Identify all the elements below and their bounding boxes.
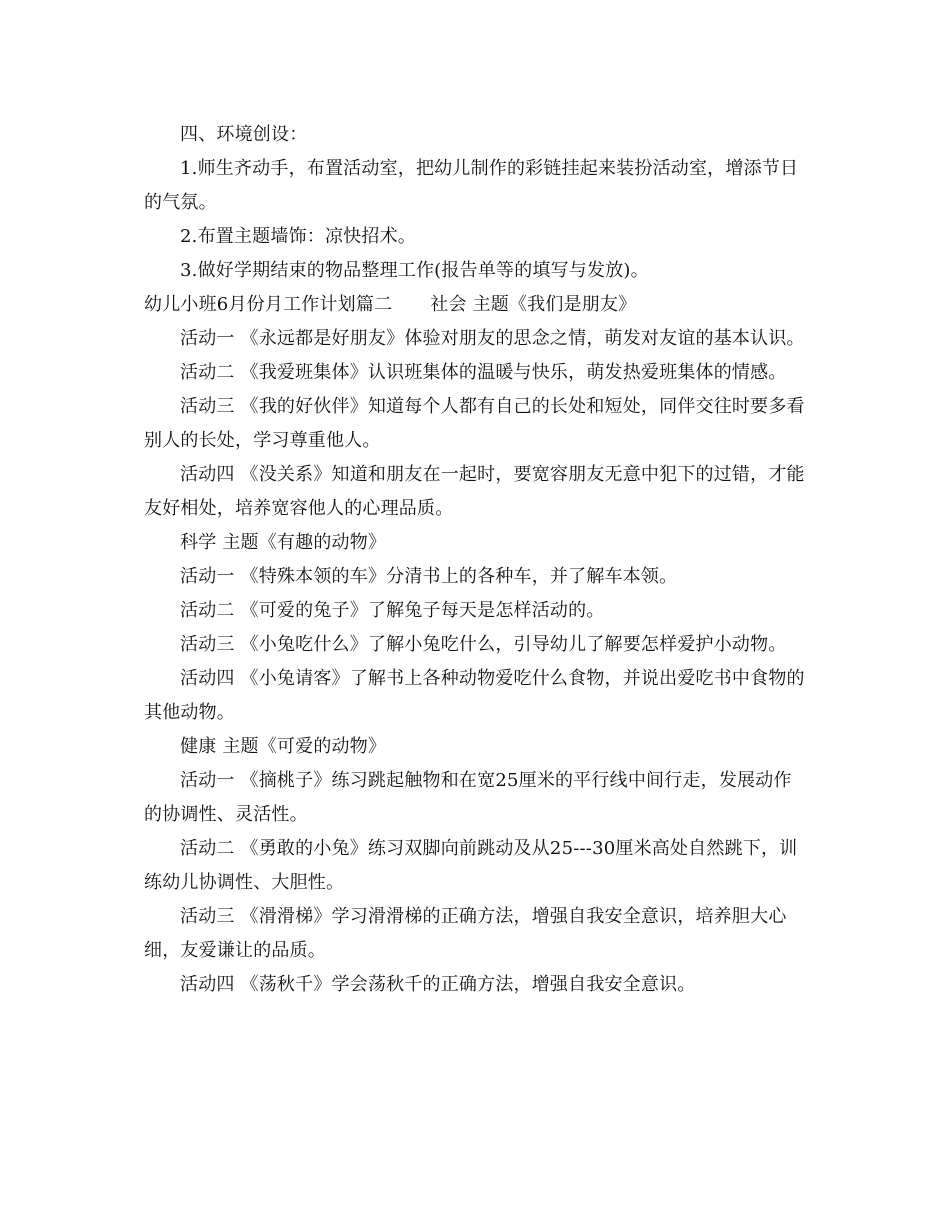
- body-paragraph: 活动一 《摘桃子》练习跳起触物和在宽25厘米的平行线中间行走，发展动作的协调性、灵活性。: [144, 770, 792, 825]
- theme-heading: 健康 主题《可爱的动物》: [180, 736, 387, 757]
- body-paragraph: 活动三 《滑滑梯》学习滑滑梯的正确方法，增强自我安全意识，培养胆大心细，友爱谦让的品质。: [144, 906, 787, 961]
- body-paragraph: 1.师生齐动手，布置活动室，把幼儿制作的彩链挂起来装扮活动室，增添节日的气氛。: [144, 158, 799, 213]
- body-paragraph: 活动四 《没关系》知道和朋友在一起时，要宽容朋友无意中犯下的过错，才能友好相处，培养宽容他人的心理品质。: [144, 464, 805, 519]
- body-paragraph: 活动二 《勇敢的小兔》练习双脚向前跳动及从25---30厘米高处自然跳下，训练幼儿协调性、大胆性。: [144, 838, 798, 893]
- theme-heading: 科学 主题《有趣的动物》: [180, 532, 387, 553]
- plan-title-line: [144, 288, 808, 322]
- document-body: [144, 118, 808, 1002]
- body-paragraph: 活动四 《荡秋千》学会荡秋千的正确方法，增强自我安全意识。: [180, 974, 696, 995]
- body-paragraph: 活动四 《小兔请客》了解书上各种动物爱吃什么食物，并说出爱吃书中食物的其他动物。: [144, 668, 805, 723]
- body-paragraph: 活动二 《可爱的兔子》了解兔子每天是怎样活动的。: [180, 600, 605, 621]
- body-paragraph: 3.做好学期结束的物品整理工作(报告单等的填写与发放)。: [180, 260, 649, 281]
- body-paragraph: 活动二 《我爱班集体》认识班集体的温暖与快乐，萌发热爱班集体的情感。: [180, 362, 787, 383]
- body-paragraph: 活动三 《我的好伙伴》知道每个人都有自己的长处和短处，同伴交往时要多看别人的长处，学习尊重他人。: [144, 396, 805, 451]
- body-paragraph: 2.布置主题墙饰：凉快招术。: [180, 226, 416, 247]
- plan-title: 幼儿小班6月份月工作计划篇二: [144, 294, 393, 315]
- body-paragraph: 活动三 《小兔吃什么》了解小兔吃什么，引导幼儿了解要怎样爱护小动物。: [180, 634, 787, 655]
- body-paragraph: 活动一 《永远都是好朋友》体验对朋友的思念之情，萌发对友谊的基本认识。: [180, 328, 805, 349]
- plan-subtitle: 社会 主题《我们是朋友》: [430, 294, 637, 315]
- section-heading: 四、环境创设：: [180, 124, 308, 145]
- body-paragraph: 活动一 《特殊本领的车》分清书上的各种车，并了解车本领。: [180, 566, 678, 587]
